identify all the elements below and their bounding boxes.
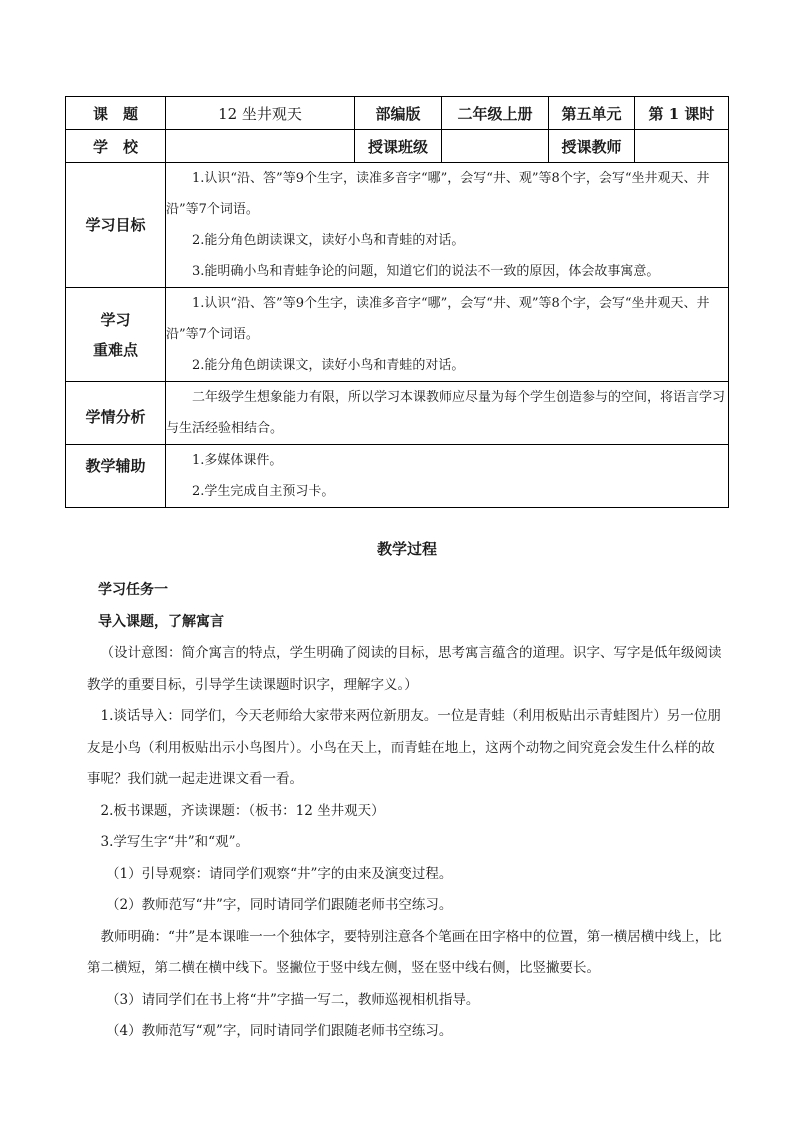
- aid-item: 2.学生完成自主预习卡。: [192, 484, 335, 499]
- aids-label: 教学辅助: [66, 445, 166, 508]
- task-heading: 学习任务一: [98, 582, 168, 598]
- teacher-explanation: 教师明确：“井”是本课唯一一个独体字，要特别注意各个笔画在田字格中的位置，第一横居横中线上，比第二横短，第二横在横中线下。竖撇位于竖中线左侧，竖在竖中线右侧，比竖撇要长。: [87, 928, 722, 976]
- key-points-label-line2: 重难点: [92, 340, 138, 359]
- grade: 二年级上册: [442, 97, 549, 130]
- analysis-text: 二年级学生想象能力有限，所以学习本课教师应尽量为每个学生创造参与的空间，将语言学习与生活经验相结合。: [166, 390, 726, 436]
- substep-1: （1）引导观察：请同学们观察“井”字的由来及演变过程。: [106, 865, 453, 882]
- key-points-label-line1: 学习: [100, 310, 131, 329]
- key-points-label: [66, 288, 166, 382]
- lesson-label: 课 题: [66, 97, 166, 130]
- unit: 第五单元: [549, 97, 635, 130]
- teaching-process: [87, 532, 727, 1048]
- analysis-row: [66, 382, 729, 445]
- substep-4: （4）教师范写“观”字，同时请同学们跟随老师书空练习。: [106, 1023, 453, 1039]
- class-value: [442, 130, 549, 163]
- goal-item: 3.能明确小鸟和青蛙争论的问题，知道它们的说法不一致的原因，体会故事寓意。: [192, 264, 660, 279]
- goals-label: 学习目标: [66, 163, 166, 288]
- aids-body: [166, 445, 729, 508]
- step-3: 3.学写生字“井”和“观”。: [100, 834, 249, 850]
- analysis-label: 学情分析: [66, 382, 166, 445]
- goal-item: 2.能分角色朗读课文，读好小鸟和青蛙的对话。: [192, 233, 465, 248]
- step-2: 2.板书课题，齐读课题：（板书：12 坐井观天）: [100, 802, 385, 819]
- teacher-label: 授课教师: [549, 130, 635, 163]
- goals-body: [166, 163, 729, 288]
- key-points-row: [66, 288, 729, 382]
- teacher-value: [635, 130, 729, 163]
- edition: 部编版: [355, 97, 442, 130]
- task-subtitle: 导入课题，了解寓言: [98, 613, 224, 630]
- class-label: 授课班级: [355, 130, 442, 163]
- key-point-item: 2.能分角色朗读课文，读好小鸟和青蛙的对话。: [192, 358, 465, 373]
- process-title: 教学过程: [376, 540, 437, 558]
- lesson-plan-table: [65, 96, 729, 508]
- design-intent: （设计意图：简介寓言的特点，学生明确了阅读的目标，思考寓言蕴含的道理。识字、写字是低年级阅读教学的重要目标，引导学生读课题时识字，理解字义。）: [87, 645, 722, 693]
- lesson-title: 12 坐井观天: [166, 97, 355, 130]
- key-points-body: [166, 288, 729, 382]
- school-value: [166, 130, 355, 163]
- substep-3: （3）请同学们在书上将“井”字描一写二，教师巡视相机指导。: [106, 991, 480, 1008]
- aid-item: 1.多媒体课件。: [192, 453, 283, 468]
- goals-row: [66, 163, 729, 288]
- key-point-item: 1.认识“沿、答”等9个生字，读准多音字“哪”，会写“井、观”等8个字，会写“坐井观天、井沿”等7个词语。: [166, 296, 710, 342]
- school-label: 学 校: [66, 130, 166, 163]
- aids-row: [66, 445, 729, 508]
- step-1: 1.谈话导入：同学们，今天老师给大家带来两位新朋友。一位是青蛙（利用板贴出示青蛙图片）另一位朋友是小鸟（利用板贴出示小鸟图片）。小鸟在天上，而青蛙在地上，这两个动物之间究竟会发生什么样的故事呢？我们就一起走进课文看一看。: [87, 708, 721, 787]
- analysis-body: [166, 382, 729, 445]
- header-row-lesson: [66, 97, 729, 130]
- substep-2: （2）教师范写“井”字，同时请同学们跟随老师书空练习。: [106, 897, 453, 913]
- period: 第 1 课时: [635, 97, 729, 130]
- goal-item: 1.认识“沿、答”等9个生字，读准多音字“哪”，会写“井、观”等8个字，会写“坐井观天、井沿”等7个词语。: [166, 171, 710, 217]
- header-row-school: [66, 130, 729, 163]
